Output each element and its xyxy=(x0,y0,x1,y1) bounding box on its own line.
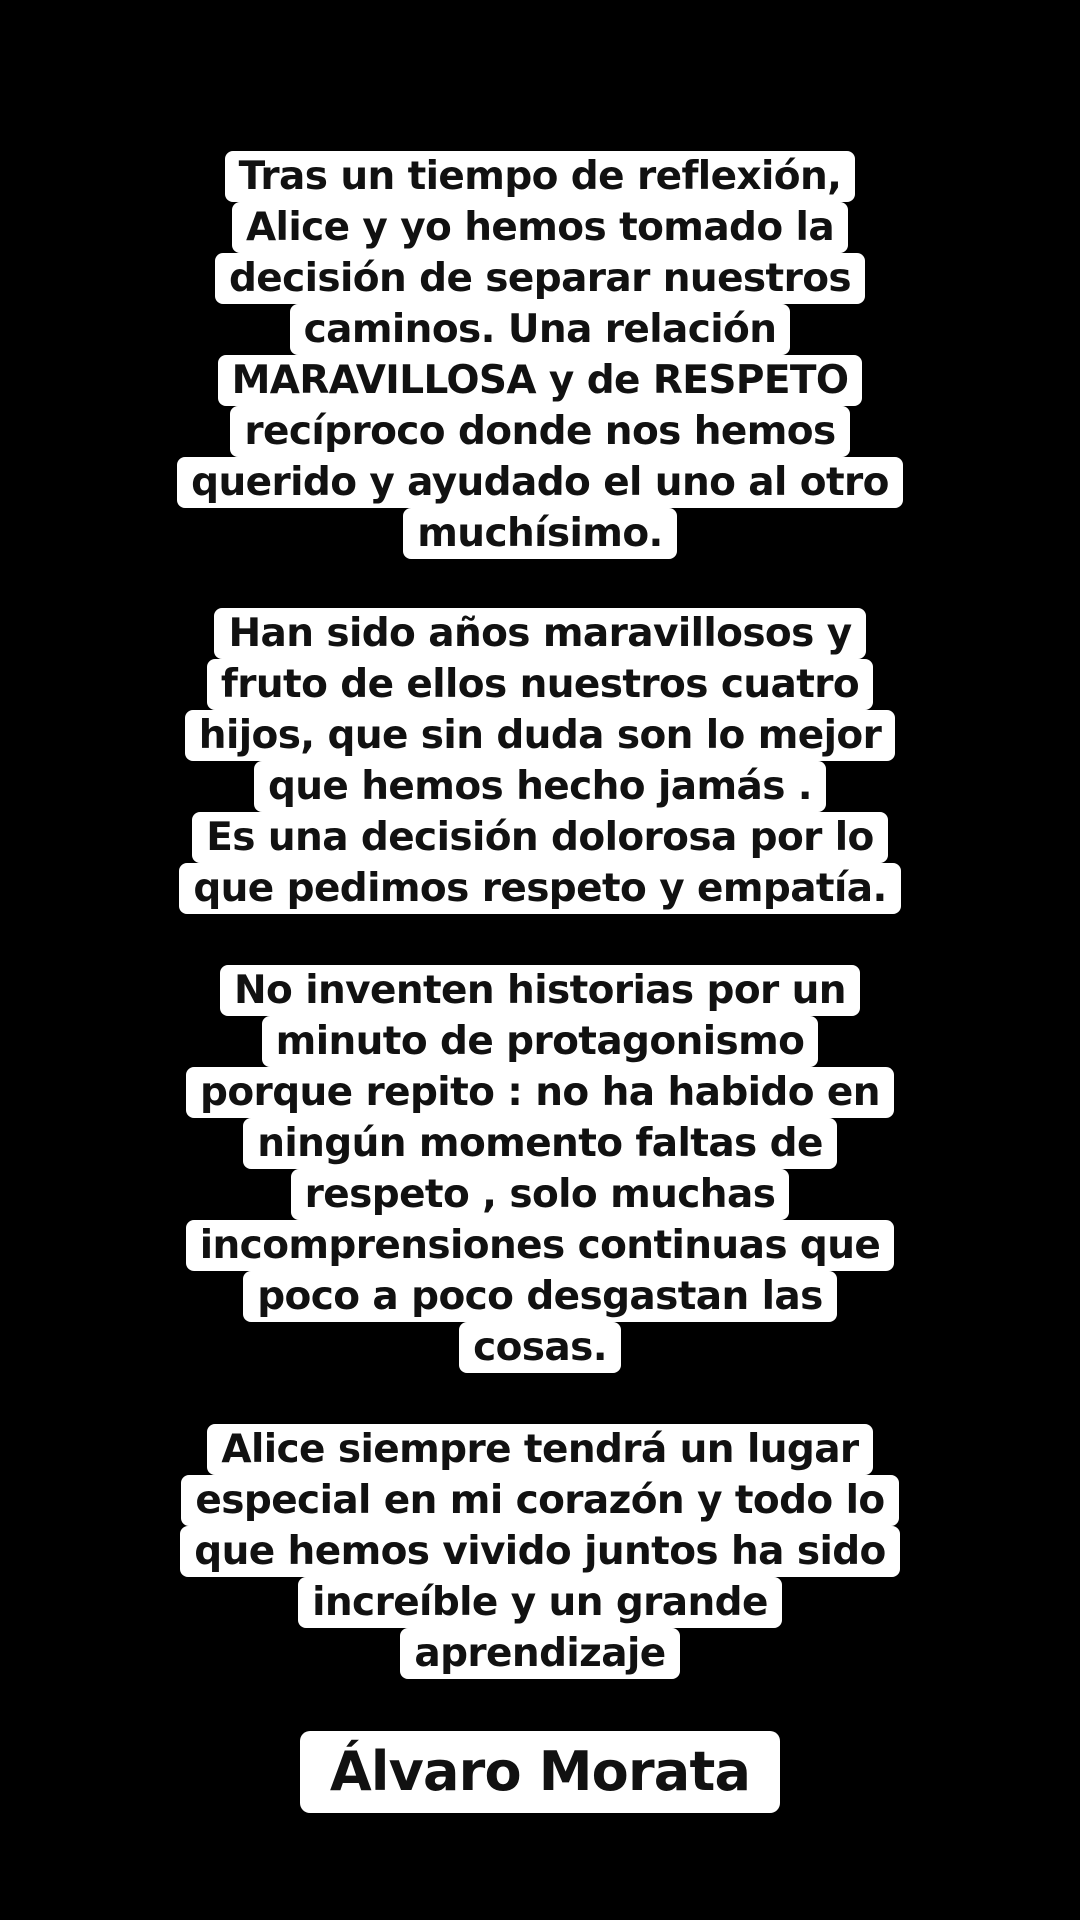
paragraph-separation xyxy=(0,151,1080,559)
text-line: aprendizaje xyxy=(400,1628,679,1679)
text-line: que pedimos respeto y empatía. xyxy=(179,863,900,914)
text-line: Alice y yo hemos tomado la xyxy=(232,202,848,253)
text-line: MARAVILLOSA y de RESPETO xyxy=(218,355,863,406)
text-line: ningún momento faltas de xyxy=(243,1118,837,1169)
text-line: Alice siempre tendrá un lugar xyxy=(207,1424,872,1475)
text-line: recíproco donde nos hemos xyxy=(230,406,849,457)
text-line: Es una decisión dolorosa por lo xyxy=(192,812,888,863)
text-line: Han sido años maravillosos y xyxy=(214,608,865,659)
signature-block xyxy=(0,1731,1080,1813)
text-line: cosas. xyxy=(459,1322,621,1373)
text-line: que hemos vivido juntos ha sido xyxy=(180,1526,900,1577)
text-line: caminos. Una relación xyxy=(290,304,791,355)
text-line: respeto , solo muchas xyxy=(291,1169,790,1220)
text-line: No inventen historias por un xyxy=(220,965,860,1016)
text-line: incomprensiones continuas que xyxy=(186,1220,895,1271)
signature: Álvaro Morata xyxy=(300,1731,780,1813)
text-line: especial en mi corazón y todo lo xyxy=(181,1475,898,1526)
text-line: decisión de separar nuestros xyxy=(215,253,865,304)
text-line: hijos, que sin duda son lo mejor xyxy=(185,710,895,761)
text-line: increíble y un grande xyxy=(298,1577,782,1628)
text-line: porque repito : no ha habido en xyxy=(186,1067,894,1118)
paragraph-respect xyxy=(0,965,1080,1373)
text-line: minuto de protagonismo xyxy=(262,1016,819,1067)
text-line: fruto de ellos nuestros cuatro xyxy=(207,659,873,710)
text-line: poco a poco desgastan las xyxy=(243,1271,837,1322)
text-line: que hemos hecho jamás . xyxy=(254,761,826,812)
paragraph-gratitude xyxy=(0,1424,1080,1679)
paragraph-children xyxy=(0,608,1080,914)
text-line: Tras un tiempo de reflexión, xyxy=(225,151,856,202)
text-line: muchísimo. xyxy=(403,508,676,559)
text-line: querido y ayudado el uno al otro xyxy=(177,457,903,508)
